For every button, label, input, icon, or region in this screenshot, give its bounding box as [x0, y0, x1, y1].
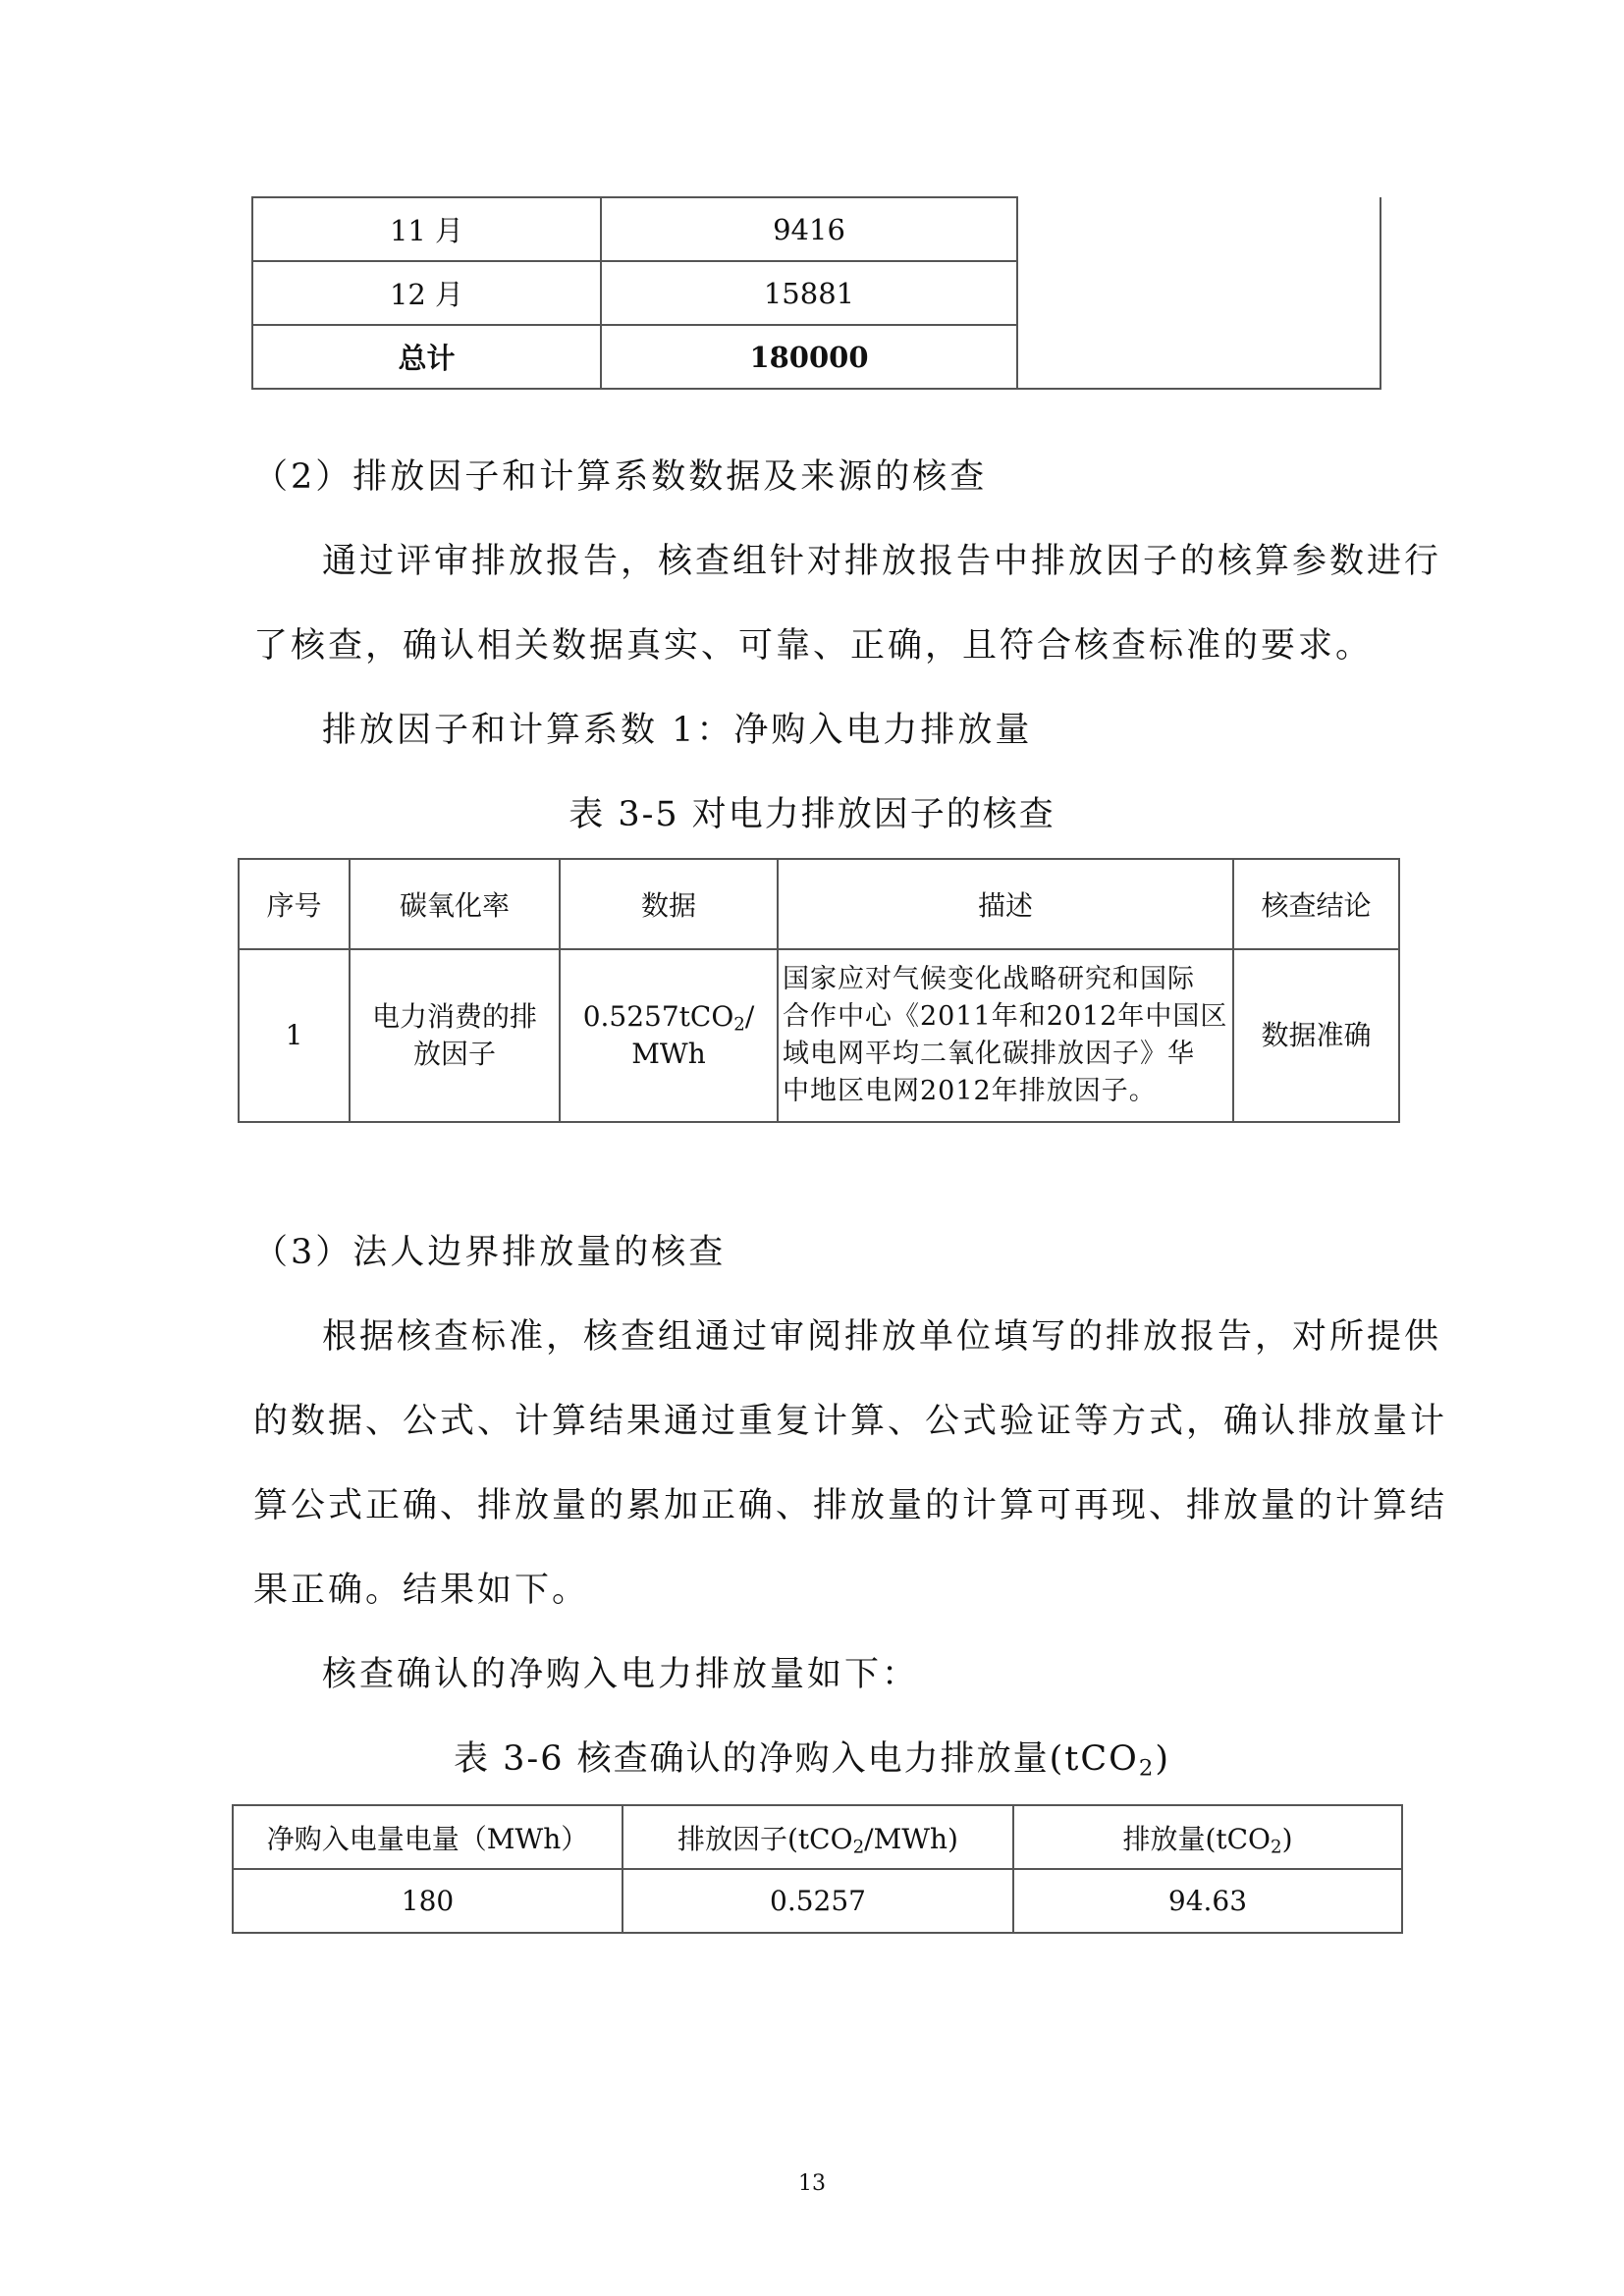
section2-para2: 排放因子和计算系数 1：净购入电力排放量: [322, 711, 1033, 750]
page-number: 13: [798, 2171, 826, 2196]
header-cell-item: 碳氧化率: [350, 859, 560, 949]
month-cell: 12 月: [252, 261, 601, 325]
table-row: [233, 1869, 1402, 1933]
net-purchased-electricity-emission-table: [232, 1804, 1403, 1934]
table36-caption: 表 3-6 核查确认的净购入电力排放量(tCO$_2$): [454, 1739, 1170, 1782]
index-cell: 1: [239, 949, 350, 1122]
emission-value: 94.63: [1013, 1869, 1402, 1933]
description-line: 中地区电网2012年排放因子。: [783, 1076, 1157, 1106]
data-line: MWh: [631, 1038, 706, 1070]
description-cell: [778, 949, 1233, 1122]
merged-blank-cell: [1017, 197, 1380, 389]
section3-para1-line1: 根据核查标准，核查组通过审阅排放单位填写的排放报告，对所提供: [322, 1317, 1442, 1357]
section3-para1-line2: 的数据、公式、计算结果通过重复计算、公式验证等方式，确认排放量计: [253, 1402, 1448, 1441]
emission-factor-check-table: [238, 858, 1400, 1123]
table-header-row: [239, 859, 1399, 949]
item-cell: [350, 949, 560, 1122]
header-cell-description: 描述: [778, 859, 1233, 949]
value-cell: 15881: [601, 261, 1017, 325]
description-line: 域电网平均二氧化碳排放因子》华: [783, 1039, 1195, 1069]
table-header-row: [233, 1805, 1402, 1869]
header-cell-index: 序号: [239, 859, 350, 949]
total-label: 总计: [252, 325, 601, 389]
value-cell: 9416: [601, 197, 1017, 261]
section2-para1-line2: 了核查，确认相关数据真实、可靠、正确，且符合核查标准的要求。: [253, 626, 1374, 666]
section3-para2: 核查确认的净购入电力排放量如下：: [322, 1655, 920, 1694]
conclusion-cell: 数据准确: [1233, 949, 1399, 1122]
section2-para1-line1: 通过评审排放报告，核查组针对排放报告中排放因子的核算参数进行: [322, 542, 1442, 581]
header-cell-emission: 排放量(tCO$_2$): [1013, 1805, 1402, 1869]
header-cell-conclusion: 核查结论: [1233, 859, 1399, 949]
factor-value: 0.5257: [623, 1869, 1013, 1933]
table-row: [252, 197, 1380, 261]
section3-heading: （3）法人边界排放量的核查: [253, 1233, 727, 1272]
section3-para1-line4: 果正确。结果如下。: [253, 1571, 590, 1610]
header-cell-data: 数据: [560, 859, 778, 949]
item-line: 电力消费的排: [371, 1000, 537, 1033]
header-cell-factor: 排放因子(tCO$_2$/MWh): [623, 1805, 1013, 1869]
table35-caption: 表 3-5 对电力排放因子的核查: [568, 795, 1056, 834]
data-cell: [560, 949, 778, 1122]
section3-para1-line3: 算公式正确、排放量的累加正确、排放量的计算可再现、排放量的计算结: [253, 1486, 1448, 1525]
data-line: 0.5257tCO$_2$/: [582, 1000, 755, 1036]
total-value: 180000: [601, 325, 1017, 389]
section2-heading: （2）排放因子和计算系数数据及来源的核查: [253, 457, 988, 497]
electricity-value: 180: [233, 1869, 623, 1933]
monthly-consumption-table-continued: [251, 196, 1381, 390]
header-cell-electricity: 净购入电量电量（MWh）: [233, 1805, 623, 1869]
description-line: 国家应对气候变化战略研究和国际: [783, 964, 1195, 994]
month-cell: 11 月: [252, 197, 601, 261]
description-line: 合作中心《2011年和2012年中国区: [783, 1001, 1228, 1032]
item-line: 放因子: [412, 1038, 496, 1070]
table-row: [239, 949, 1399, 1122]
